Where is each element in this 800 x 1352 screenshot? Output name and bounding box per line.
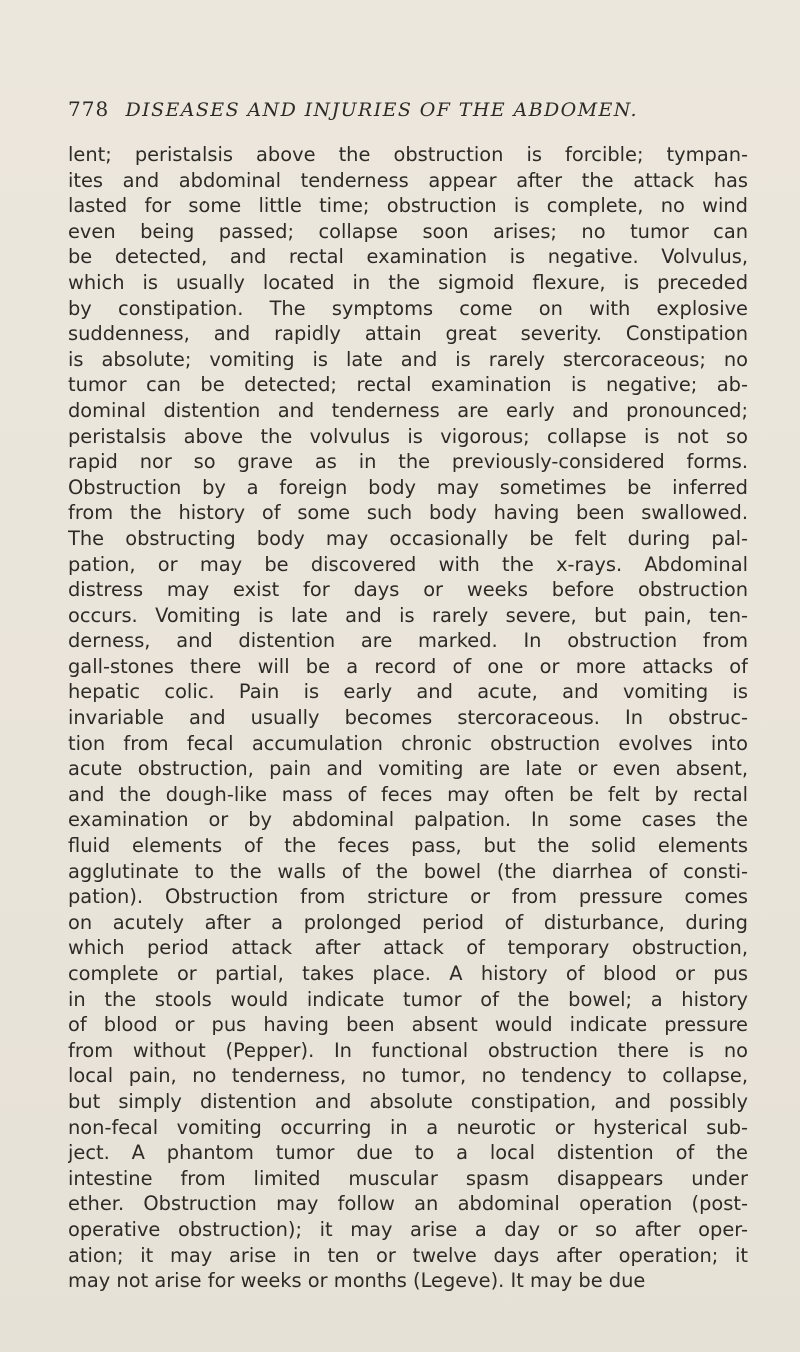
text-line: local pain, no tenderness, no tumor, no tendency to collapse, xyxy=(68,1064,748,1088)
text-line: is absolute; vomiting is late and is rarely stercoraceous; no xyxy=(68,347,748,371)
text-line: lasted for some little time; obstruction is complete, no wind xyxy=(68,194,748,218)
text-line: invariable and usually becomes stercoraceous. In obstruc- xyxy=(68,706,748,730)
text-line: from the history of some such body having been swallowed. xyxy=(68,501,748,525)
running-head xyxy=(68,97,748,122)
text-line: pation). Obstruction from stricture or from pressure comes xyxy=(68,885,748,909)
text-line: complete or partial, takes place. A history of blood or pus xyxy=(68,962,748,985)
text-line: intestine from limited muscular spasm disappears under xyxy=(68,1166,748,1190)
text-line: operative obstruction); it may arise a day or so after oper- xyxy=(68,1217,748,1241)
text-line: of blood or pus having been absent would indicate pressure xyxy=(68,1013,748,1037)
running-title: DISEASES AND INJURIES OF THE ABDOMEN. xyxy=(125,99,638,121)
text-line: but simply distention and absolute constipation, and possibly xyxy=(68,1089,748,1113)
text-line: and the dough-like mass of feces may often be felt by rectal xyxy=(68,782,748,806)
text-line: ites and abdominal tenderness appear after the attack has xyxy=(68,168,748,192)
text-line: ether. Obstruction may follow an abdominal operation (post- xyxy=(68,1192,748,1216)
text-line: rapid nor so grave as in the previously-considered forms. xyxy=(68,450,748,474)
text-line: be detected, and rectal examination is negative. Volvulus, xyxy=(68,245,748,269)
text-line: tion from fecal accumulation chronic obstruction evolves into xyxy=(68,731,748,755)
text-line: may not arise for weeks or months (Legeve). It may be due xyxy=(68,1269,646,1293)
text-line: which is usually located in the sigmoid flexure, is preceded xyxy=(68,270,748,294)
text-line: non-fecal vomiting occurring in a neurotic or hysterical sub- xyxy=(68,1115,748,1139)
text-line: dominal distention and tenderness are early and pronounced; xyxy=(68,398,748,422)
text-line: lent; peristalsis above the obstruction is forcible; tympan- xyxy=(68,143,748,166)
text-line: even being passed; collapse soon arises; no tumor can xyxy=(68,219,748,243)
text-line: from without (Pepper). In functional obstruction there is no xyxy=(68,1038,748,1062)
text-line: gall-stones there will be a record of one or more attacks of xyxy=(68,654,748,678)
text-line: agglutinate to the walls of the bowel (the diarrhea of consti- xyxy=(68,859,748,883)
text-line: by constipation. The symptoms come on with explosive xyxy=(68,296,748,320)
text-line: fluid elements of the feces pass, but the solid elements xyxy=(68,834,748,858)
body-text xyxy=(68,142,748,1294)
text-line: which period attack after attack of temporary obstruction, xyxy=(68,936,748,960)
text-line: ation; it may arise in ten or twelve days after operation; it xyxy=(68,1243,748,1267)
text-line: pation, or may be discovered with the x-rays. Abdominal xyxy=(68,552,748,576)
text-line: distress may exist for days or weeks before obstruction xyxy=(68,578,748,602)
text-line: The obstructing body may occasionally be felt during pal- xyxy=(68,526,748,550)
text-line: in the stools would indicate tumor of the bowel; a history xyxy=(68,987,748,1011)
text-line: occurs. Vomiting is late and is rarely severe, but pain, ten- xyxy=(68,603,748,627)
text-line: on acutely after a prolonged period of disturbance, during xyxy=(68,910,748,934)
text-line: tumor can be detected; rectal examination is negative; ab- xyxy=(68,373,748,397)
text-line: examination or by abdominal palpation. In some cases the xyxy=(68,808,748,832)
text-line: hepatic colic. Pain is early and acute, and vomiting is xyxy=(68,680,748,704)
text-line: derness, and distention are marked. In obstruction from xyxy=(68,629,748,653)
text-line: peristalsis above the volvulus is vigorous; collapse is not so xyxy=(68,424,748,448)
text-line: ject. A phantom tumor due to a local distention of the xyxy=(68,1141,748,1165)
text-line: acute obstruction, pain and vomiting are late or even absent, xyxy=(68,757,748,781)
text-line: Obstruction by a foreign body may sometimes be inferred xyxy=(68,475,748,499)
page-number: 778 xyxy=(68,97,110,121)
text-line: suddenness, and rapidly attain great severity. Constipation xyxy=(68,322,748,346)
